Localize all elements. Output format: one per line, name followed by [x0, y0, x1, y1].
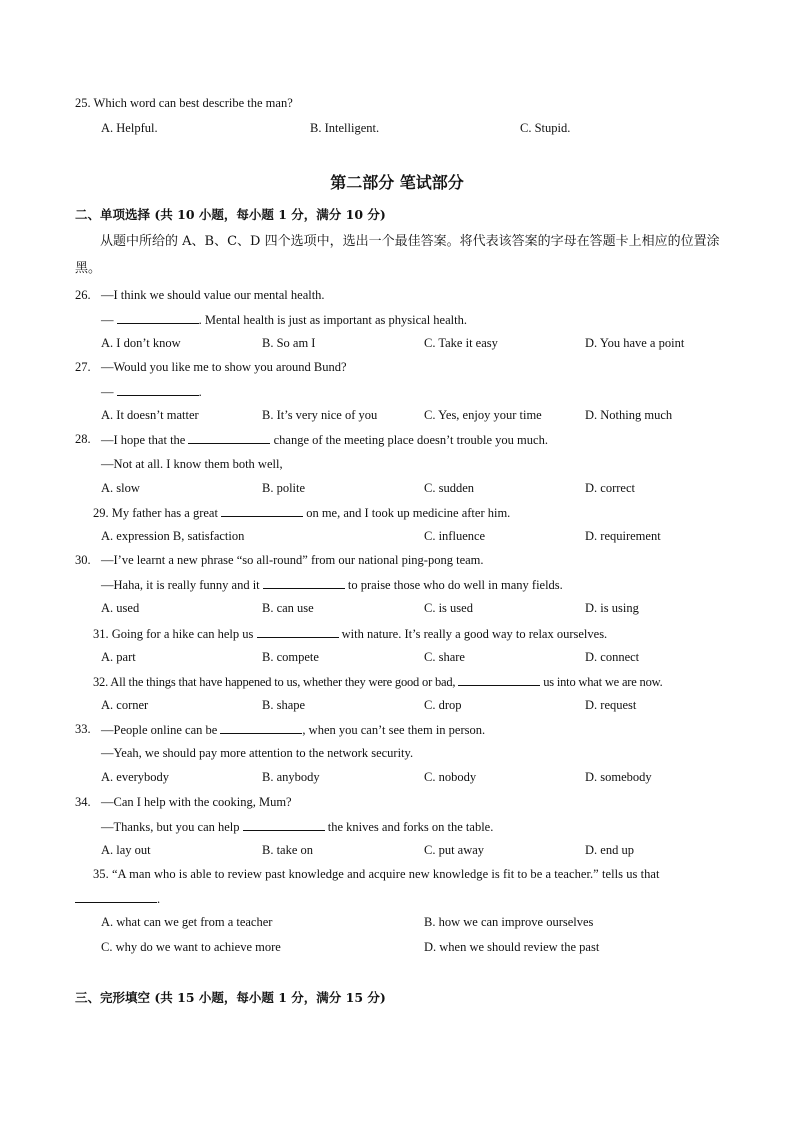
q35-option-a: A. what can we get from a teacher — [101, 915, 273, 929]
q34-line2: —Thanks, but you can help the knives and forks on the table. — [101, 820, 494, 834]
q35-option-b: B. how we can improve ourselves — [424, 915, 594, 929]
q28-option-c: C. sudden — [424, 481, 474, 495]
question-number: 30. — [75, 553, 91, 567]
answer-blank — [117, 312, 199, 324]
q32-stem: 32. All the things that have happened to us, whether they were good or bad, us into what we are now. — [93, 675, 663, 689]
q31-option-d: D. connect — [585, 650, 640, 664]
q31-option-b: B. compete — [262, 650, 319, 664]
question-number: 26. — [75, 288, 91, 302]
q26-option-a: A. I don’t know — [101, 336, 181, 350]
q27-option-d: D. Nothing much — [585, 408, 673, 422]
q35-option-c: C. why do we want to achieve more — [101, 940, 281, 954]
q26-line1: —I think we should value our mental health. — [101, 288, 325, 302]
q31-option-c: C. share — [424, 650, 465, 664]
section2-instruction: 从题中所给的 A、B、C、D 四个选项中，选出一个最佳答案。将代表该答案的字母在答题卡上相应的位置涂黑。 — [75, 234, 720, 276]
q28-option-d: D. correct — [585, 481, 635, 495]
answer-blank — [263, 577, 345, 589]
q30-option-b: B. can use — [262, 601, 314, 615]
q29-option-c: C. influence — [424, 529, 486, 543]
question-number: 33. — [75, 722, 91, 736]
q34-option-b: B. take on — [262, 843, 314, 857]
q30-option-c: C. is used — [424, 601, 473, 615]
q31-stem: 31. Going for a hike can help us with nature. It’s really a good way to relax ourselves. — [93, 627, 608, 641]
q32-option-d: D. request — [585, 698, 637, 712]
q30-line1: —I’ve learnt a new phrase “so all-round” from our national ping-pong team. — [101, 553, 484, 567]
q32-option-c: C. drop — [424, 698, 462, 712]
q35-stem: 35. “A man who is able to review past knowledge and acquire new knowledge is fit to be a teacher.” tells us that — [93, 867, 660, 881]
q26-option-c: C. Take it easy — [424, 336, 498, 350]
q35-stem-line2: . — [75, 891, 160, 907]
q30-option-a: A. used — [101, 601, 140, 615]
answer-blank — [243, 819, 325, 831]
question-number: 27. — [75, 360, 91, 374]
q32-option-b: B. shape — [262, 698, 306, 712]
q28-line2: —Not at all. I know them both well, — [101, 457, 283, 471]
q28-option-b: B. polite — [262, 481, 306, 495]
question-number: 28. — [75, 432, 91, 446]
q26-option-b: B. So am I — [262, 336, 316, 350]
q33-option-b: B. anybody — [262, 770, 320, 784]
answer-blank — [188, 432, 270, 444]
answer-blank — [117, 384, 199, 396]
q29-option-ab: A. expression B, satisfaction — [101, 529, 245, 543]
q27-option-b: B. It’s very nice of you — [262, 408, 378, 422]
q28-line1: —I hope that the change of the meeting place doesn’t trouble you much. — [101, 433, 548, 447]
question-number: 34. — [75, 795, 91, 809]
q25-stem: 25. Which word can best describe the man? — [75, 96, 293, 110]
q33-option-c: C. nobody — [424, 770, 477, 784]
q27-option-c: C. Yes, enjoy your time — [424, 408, 542, 422]
q33-line1: —People online can be , when you can’t see them in person. — [101, 723, 486, 737]
q26-line2: — . Mental health is just as important as physical health. — [101, 313, 467, 327]
answer-blank — [75, 891, 157, 903]
q27-line2: — . — [101, 385, 202, 399]
q32-option-a: A. corner — [101, 698, 149, 712]
q26-option-d: D. You have a point — [585, 336, 685, 350]
section2-heading: 二、单项选择 (共 10 小题，每小题 1 分，满分 10 分) — [75, 207, 386, 222]
answer-blank — [221, 505, 303, 517]
q34-option-c: C. put away — [424, 843, 485, 857]
q30-line2: —Haha, it is really funny and it to praise those who do well in many fields. — [101, 578, 563, 592]
section3-heading: 三、完形填空 (共 15 小题，每小题 1 分，满分 15 分) — [75, 990, 386, 1005]
q30-option-d: D. is using — [585, 601, 639, 615]
q27-option-a: A. It doesn’t matter — [101, 408, 199, 422]
q33-option-a: A. everybody — [101, 770, 170, 784]
answer-blank — [257, 626, 339, 638]
q29-option-d: D. requirement — [585, 529, 661, 543]
q27-line1: —Would you like me to show you around Bund? — [101, 360, 347, 374]
q28-option-a: A. slow — [101, 481, 140, 495]
answer-blank — [220, 722, 302, 734]
q29-stem: 29. My father has a great on me, and I took up medicine after him. — [93, 506, 511, 520]
q35-option-d: D. when we should review the past — [424, 940, 600, 954]
q34-option-d: D. end up — [585, 843, 634, 857]
q25-option-c: C. Stupid. — [520, 121, 571, 135]
q34-option-a: A. lay out — [101, 843, 151, 857]
part2-title: 第二部分 笔试部分 — [330, 173, 464, 192]
q25-option-b: B. Intelligent. — [310, 121, 380, 135]
q34-line1: —Can I help with the cooking, Mum? — [101, 795, 292, 809]
q33-option-d: D. somebody — [585, 770, 652, 784]
q25-option-a: A. Helpful. — [101, 121, 158, 135]
answer-blank — [458, 674, 540, 686]
q33-line2: —Yeah, we should pay more attention to the network security. — [101, 746, 414, 760]
q31-option-a: A. part — [101, 650, 136, 664]
